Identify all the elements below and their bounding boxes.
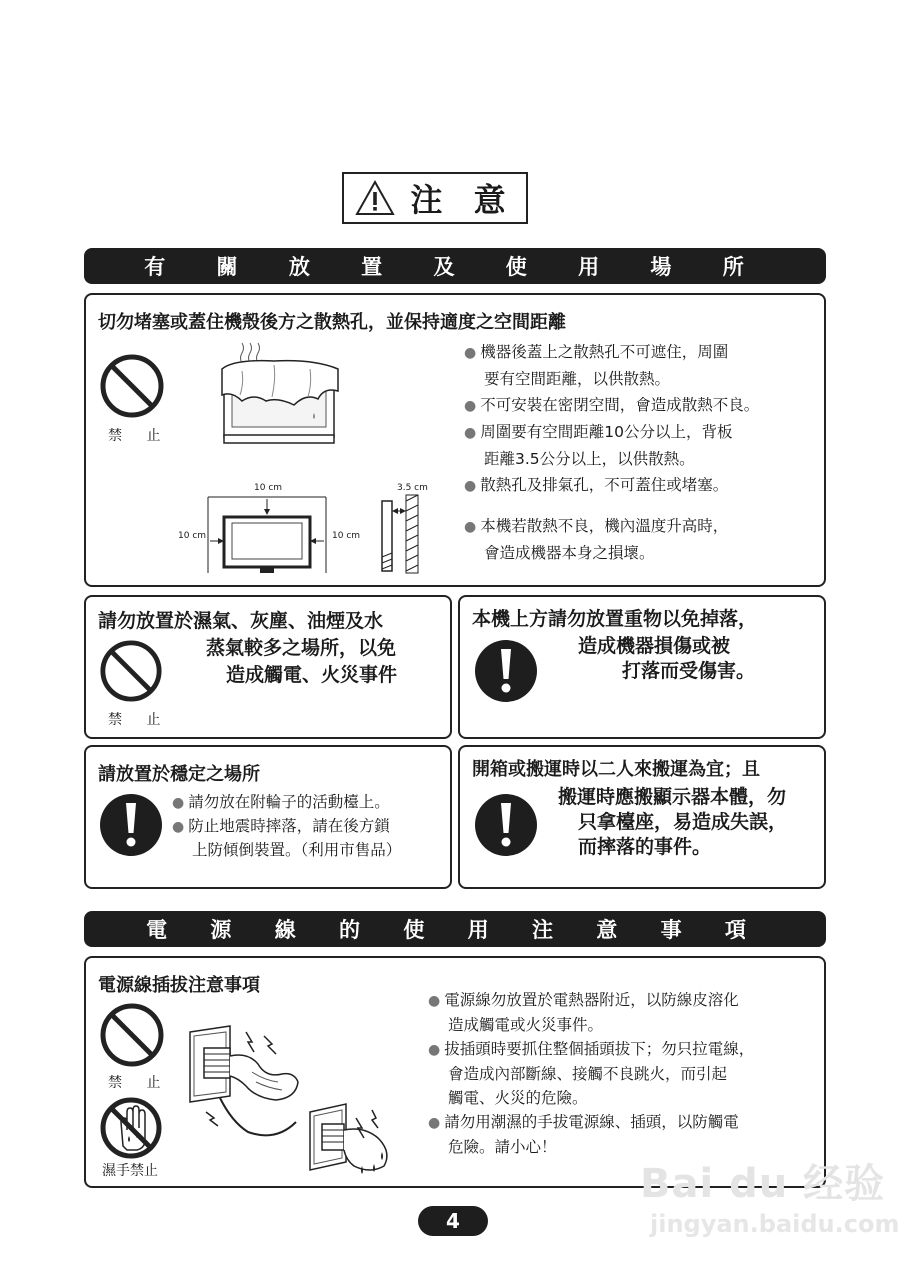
power-cord-bullets (428, 988, 754, 1159)
ventilation-bullets (464, 339, 759, 499)
carry-line-2: 搬運時應搬顯示器本體，勿 (558, 786, 787, 808)
bullet-item: ● 周圍要有空間距離10公分以上，背板 (464, 423, 733, 441)
caution-title: 注 意 (410, 181, 516, 219)
humidity-line-3: 造成觸電、火災事件 (226, 664, 398, 686)
humidity-line-2: 蒸氣較多之場所，以免 (206, 637, 397, 659)
prohibit-icon (99, 353, 165, 419)
mandatory-exclamation-icon (474, 793, 538, 857)
bullet-item-cont: 造成觸電或火災事件。 (448, 1016, 604, 1034)
prohibit-label: 禁 止 (108, 1075, 171, 1091)
wet-hand-prohibited-icon (99, 1096, 163, 1160)
panel-heading: 切勿堵塞或蓋住機殼後方之散熱孔，並保持適度之空間距離 (98, 312, 566, 333)
section-bar-power-cord (84, 911, 826, 947)
bullet-item: ● 防止地震時摔落，請在後方鎖 (172, 817, 390, 835)
mandatory-exclamation-icon (99, 793, 163, 857)
heavy-line-3: 打落而受傷害。 (622, 660, 756, 682)
side-view-diagram (376, 491, 436, 575)
warning-triangle-icon (354, 179, 396, 217)
dim-left-label: 10 cm (178, 531, 207, 541)
bullet-item: ● 請勿放在附輪子的活動檯上。 (172, 793, 390, 811)
stable-bullets (172, 791, 401, 862)
bullet-item-cont: 要有空間距離，以供散熱。 (484, 370, 671, 388)
bullet-item-cont: 觸電、火災的危險。 (448, 1089, 588, 1107)
dim-back-label: 3.5 cm (397, 483, 428, 493)
bullet-item-cont: 會造成內部斷線、接觸不良跳火，而引起 (448, 1065, 728, 1083)
bullet-item: ● 拔插頭時要抓住整個插頭拔下；勿只拉電線， (428, 1040, 755, 1058)
caution-header (342, 172, 528, 224)
watermark-logo: Bai du 经验 (640, 1161, 886, 1207)
heavy-line-1: 本機上方請勿放置重物以免掉落， (472, 608, 758, 630)
bullet-item: ● 本機若散熱不良，機內溫度升高時， (464, 517, 729, 535)
ventilation-panel (84, 293, 826, 587)
carry-line-4: 而摔落的事件。 (578, 836, 712, 858)
humidity-line-1: 請勿放置於濕氣、灰塵、油煙及水 (98, 610, 384, 632)
carrying-panel (458, 745, 826, 889)
heavy-line-2: 造成機器損傷或被 (578, 635, 731, 657)
wet-hand-label: 濕手禁止 (102, 1163, 158, 1179)
covered-tv-illustration (214, 339, 344, 449)
bullet-item: ● 不可安裝在密閉空間，會造成散熱不良。 (464, 396, 760, 414)
prohibit-icon (99, 639, 163, 703)
bullet-item-cont: 上防傾倒裝置。（利用市售品） (192, 841, 402, 859)
dim-right-label: 10 cm (332, 531, 361, 541)
panel-heading: 請放置於穩定之場所 (98, 764, 260, 785)
bullet-item: ● 請勿用潮濕的手拔電源線、插頭，以防觸電 (428, 1113, 739, 1131)
page-number-text: 4 (446, 1209, 460, 1233)
dim-top-label: 10 cm (254, 483, 283, 493)
humidity-panel (84, 595, 452, 739)
section-title: 有 關 放 置 及 使 用 場 所 (144, 255, 766, 279)
mandatory-exclamation-icon (474, 639, 538, 703)
prohibit-label: 禁 止 (108, 712, 171, 728)
carry-line-3: 只拿檯座，易造成失誤， (578, 811, 788, 833)
panel-heading: 電源線插拔注意事項 (98, 975, 260, 996)
bullet-item-cont: 會造成機器本身之損壞。 (484, 544, 655, 562)
bullet-item: ● 機器後蓋上之散熱孔不可遮住，周圍 (464, 343, 729, 361)
bullet-item: ● 電源線勿放置於電熱器附近，以防線皮溶化 (428, 991, 739, 1009)
heavy-object-panel (458, 595, 826, 739)
plug-illustration (186, 1002, 406, 1178)
watermark-url: jingyan.baidu.com (650, 1210, 900, 1238)
stable-placement-panel (84, 745, 452, 889)
bullet-item-cont: 危險。請小心！ (448, 1138, 557, 1156)
page-number (418, 1206, 488, 1236)
bullet-item-cont: 距離3.5公分以上，以供散熱。 (484, 450, 695, 468)
section-title: 電 源 線 的 使 用 注 意 事 項 (146, 918, 764, 942)
prohibit-icon (99, 1002, 165, 1068)
prohibit-label: 禁 止 (108, 428, 171, 444)
ventilation-bullets-2 (464, 513, 728, 566)
section-bar-placement (84, 248, 826, 284)
bullet-item: ● 散熱孔及排氣孔，不可蓋住或堵塞。 (464, 476, 729, 494)
carry-line-1: 開箱或搬運時以二人來搬運為宜；且 (472, 759, 760, 780)
